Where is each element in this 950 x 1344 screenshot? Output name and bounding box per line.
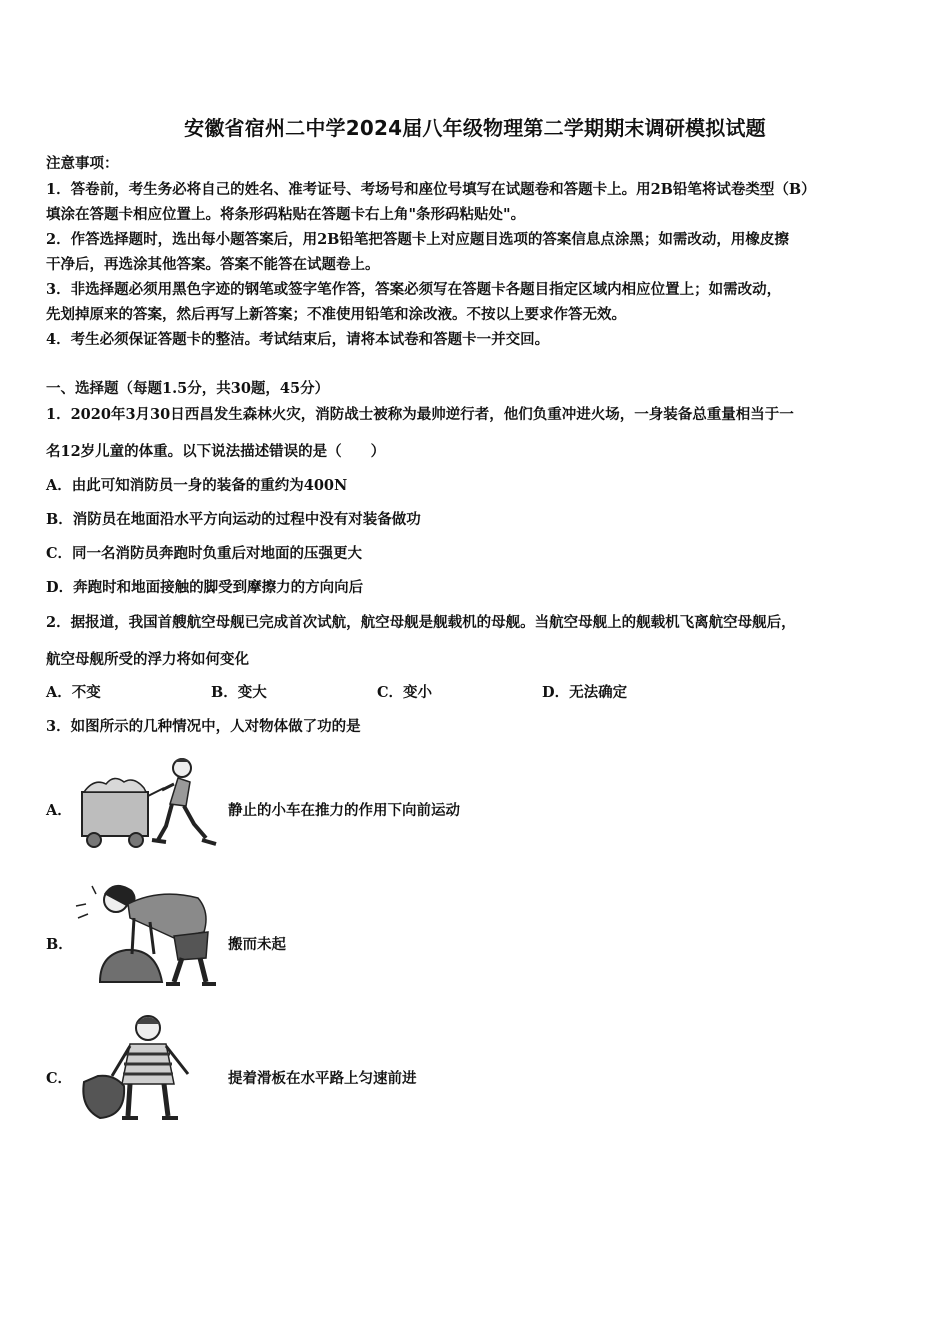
question-3-option-b-text: 搬而未起: [228, 936, 286, 953]
question-1-option-c: C．同一名消防员奔跑时负重后对地面的压强更大: [46, 545, 363, 562]
question-3-option-c-text: 提着滑板在水平路上匀速前进: [228, 1070, 417, 1087]
question-2-stem: 2．据报道，我国首艘航空母舰已完成首次试航，航空母舰是舰载机的母舰。当航空母舰上的舰载机飞离航空母舰后，: [46, 614, 796, 631]
notice-heading: 注意事项：: [46, 155, 119, 172]
person-pushing-cart-illustration: [74, 754, 224, 850]
question-2-option-d: D．无法确定: [542, 684, 628, 701]
section-heading: 一、选择题（每题1.5分，共30题，45分）: [46, 380, 330, 397]
question-3-option-c-letter: C．: [46, 1070, 73, 1087]
question-2-option-c: C．变小: [377, 684, 433, 701]
question-3-option-a-text: 静止的小车在推力的作用下向前运动: [228, 802, 460, 819]
question-1-option-d: D．奔跑时和地面接触的脚受到摩擦力的方向向后: [46, 579, 364, 596]
notice-line: 先划掉原来的答案，然后再写上新答案；不准使用铅笔和涂改液。不按以上要求作答无效。: [46, 306, 626, 323]
person-lifting-rock-illustration: [70, 878, 220, 990]
page-title: 安徽省宿州二中学2024届八年级物理第二学期期末调研模拟试题: [184, 116, 766, 140]
question-1-option-a: A．由此可知消防员一身的装备的重约为400N: [46, 477, 348, 494]
notice-line: 1．答卷前，考生务必将自己的姓名、准考证号、考场号和座位号填写在试题卷和答题卡上。用2B铅笔将试卷类型（B）: [46, 181, 816, 198]
question-2-stem-cont: 航空母舰所受的浮力将如何变化: [46, 651, 249, 668]
notice-line: 4．考生必须保证答题卡的整洁。考试结束后，请将本试卷和答题卡一并交回。: [46, 331, 550, 348]
question-1-stem: 1．2020年3月30日西昌发生森林火灾，消防战士被称为最帅逆行者，他们负重冲进火场，一身装备总重量相当于一: [46, 406, 794, 423]
question-2-option-b: B．变大: [211, 684, 267, 701]
notice-line: 3．非选择题必须用黑色字迹的钢笔或签字笔作答，答案必须写在答题卡各题目指定区域内相应位置上；如需改动，: [46, 281, 782, 298]
question-2-option-a: A．不变: [46, 684, 101, 701]
question-3-option-a-letter: A．: [46, 802, 72, 819]
question-3-stem: 3．如图所示的几种情况中，人对物体做了功的是: [46, 718, 361, 735]
question-1-option-b: B．消防员在地面沿水平方向运动的过程中没有对装备做功: [46, 511, 421, 528]
question-1-stem-cont: 名12岁儿童的体重。以下说法描述错误的是（ ）: [46, 443, 386, 460]
notice-line: 填涂在答题卡相应位置上。将条形码粘贴在答题卡右上角"条形码粘贴处"。: [46, 206, 526, 223]
question-3-option-b-letter: B．: [46, 936, 73, 953]
notice-line: 干净后，再选涂其他答案。答案不能答在试题卷上。: [46, 256, 380, 273]
notice-line: 2．作答选择题时，选出每小题答案后，用2B铅笔把答题卡上对应题目选项的答案信息点涂黑；如需改动，用橡皮擦: [46, 231, 789, 248]
person-carrying-skateboard-illustration: [78, 1012, 218, 1124]
